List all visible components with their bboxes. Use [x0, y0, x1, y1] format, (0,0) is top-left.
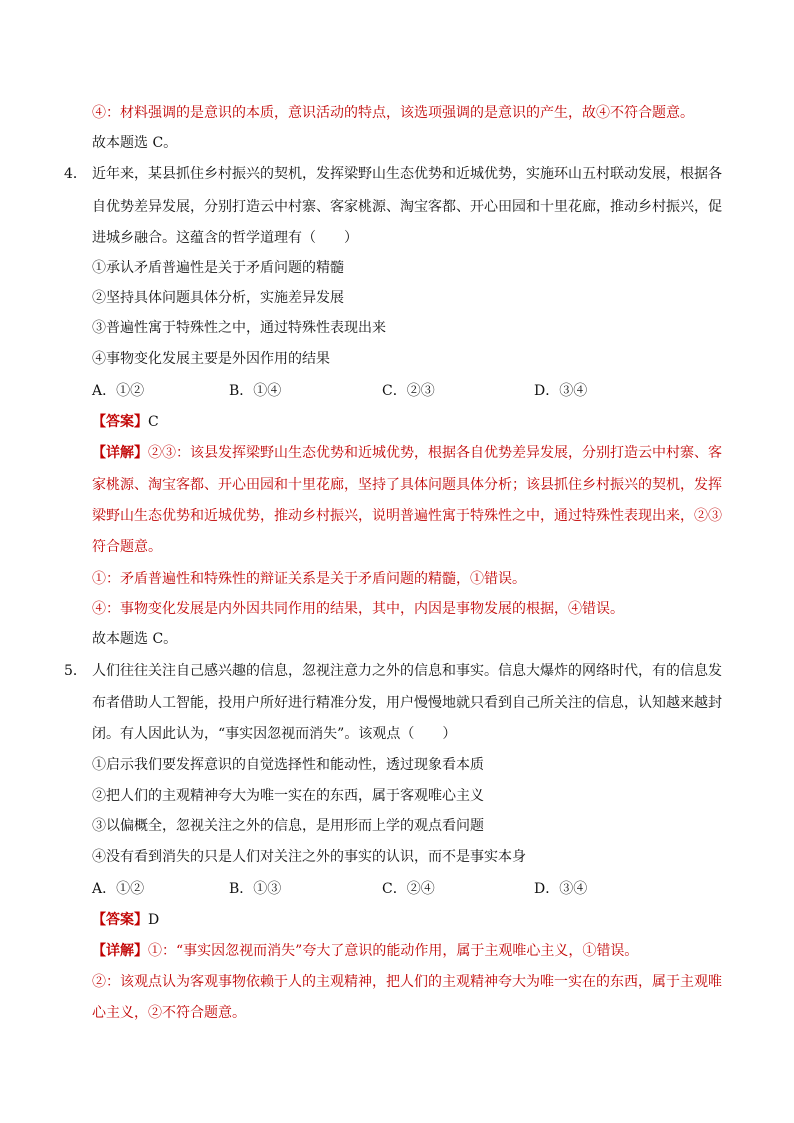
q4-number: 4． [64, 166, 87, 182]
q4-option-d: D．③④ [534, 383, 588, 399]
q5-analysis-2-line-2: 心主义，②不符合题意。 [92, 1005, 246, 1021]
q4-statement-4: ④事物变化发展主要是外因作用的结果 [92, 351, 330, 367]
q5-stem-line-2: 布者借助人工智能，投用户所好进行精准分发，用户慢慢地就只看到自己所关注的信息，认知越来越封 [92, 695, 722, 711]
q5-answer-label: 【答案】 [92, 912, 148, 928]
q4-option-b: B．①④ [229, 383, 282, 399]
q4-detail-line-1: 【详解】②③：该县发挥梁野山生态优势和近城优势，根据各自优势差异发展，分别打造云中村寨、客 [92, 445, 722, 461]
q4-answer-value: C [148, 414, 159, 430]
q4-option-a: A．①② [92, 383, 145, 399]
q4-stem-line-3: 进城乡融合。这蕴含的哲学道理有（ ） [92, 230, 358, 246]
q5-stem-line-3: 闭。有人因此认为，“事实因忽视而消失”。该观点（ ） [92, 726, 457, 742]
q5-detail-line-1: 【详解】①：“事实因忽视而消失”夸大了意识的能动作用，属于主观唯心主义，①错误。 [92, 943, 639, 959]
q5-option-b: B．①③ [229, 881, 282, 897]
q4-statement-2: ②坚持具体问题具体分析，实施差异发展 [92, 290, 344, 306]
q5-analysis-2-line-1: ②：该观点认为客观事物依赖于人的主观精神，把人们的主观精神夸大为唯一实在的东西，属于主观唯 [92, 974, 722, 990]
q4-statement-1: ①承认矛盾普遍性是关于矛盾问题的精髓 [92, 260, 344, 276]
q5-statement-3: ③以偏概全，忽视关注之外的信息，是用形而上学的观点看问题 [92, 818, 484, 834]
q5-answer [92, 911, 159, 929]
q4-detail-label: 【详解】 [92, 445, 148, 461]
q4-stem-line-1: 近年来，某县抓住乡村振兴的契机，发挥梁野山生态优势和近城优势，实施环山五村联动发展，根据各 [92, 166, 722, 182]
q5-statement-2: ②把人们的主观精神夸大为唯一实在的东西，属于客观唯心主义 [92, 788, 484, 804]
q4-statement-3: ③普遍性寓于特殊性之中，通过特殊性表现出来 [92, 320, 386, 336]
q5-stem-line-1: 人们往往关注自己感兴趣的信息，忽视注意力之外的信息和事实。信息大爆炸的网络时代，有的信息发 [92, 663, 722, 679]
q4-answer-label: 【答案】 [92, 414, 148, 430]
q4-analysis-4: ④：事物变化发展是内外因共同作用的结果，其中，内因是事物发展的根据，④错误。 [92, 601, 624, 617]
q5-detail-label: 【详解】 [92, 943, 148, 959]
q4-detail-line-4: 符合题意。 [92, 539, 162, 555]
q4-option-c: C．②③ [382, 383, 435, 399]
q5-option-d: D．③④ [534, 881, 588, 897]
q5-statement-1: ①启示我们要发挥意识的自觉选择性和能动性，透过现象看本质 [92, 757, 484, 773]
q5-option-a: A．①② [92, 881, 145, 897]
q5-statement-4: ④没有看到消失的只是人们对关注之外的事实的认识，而不是事实本身 [92, 849, 526, 865]
q4-detail-line-3: 梁野山生态优势和近城优势，推动乡村振兴，说明普遍性寓于特殊性之中，通过特殊性表现出来，②③ [92, 508, 722, 524]
q4-detail-line-2: 家桃源、淘宝客都、开心田园和十里花廊，坚持了具体问题具体分析；该县抓住乡村振兴的契机，发挥 [92, 477, 722, 493]
q5-number: 5． [64, 663, 87, 679]
q5-option-c: C．②④ [382, 881, 435, 897]
q4-answer [92, 413, 159, 431]
q4-conclusion: 故本题选 C。 [92, 631, 178, 647]
prev-analysis-4: ④：材料强调的是意识的本质，意识活动的特点，该选项强调的是意识的产生，故④不符合题意。 [92, 105, 694, 121]
prev-conclusion: 故本题选 C。 [92, 135, 178, 151]
q4-analysis-1: ①：矛盾普遍性和特殊性的辩证关系是关于矛盾问题的精髓，①错误。 [92, 571, 526, 587]
q5-answer-value: D [148, 912, 160, 928]
q4-stem-line-2: 自优势差异发展，分别打造云中村寨、客家桃源、淘宝客都、开心田园和十里花廊，推动乡村振兴，促 [92, 199, 722, 215]
